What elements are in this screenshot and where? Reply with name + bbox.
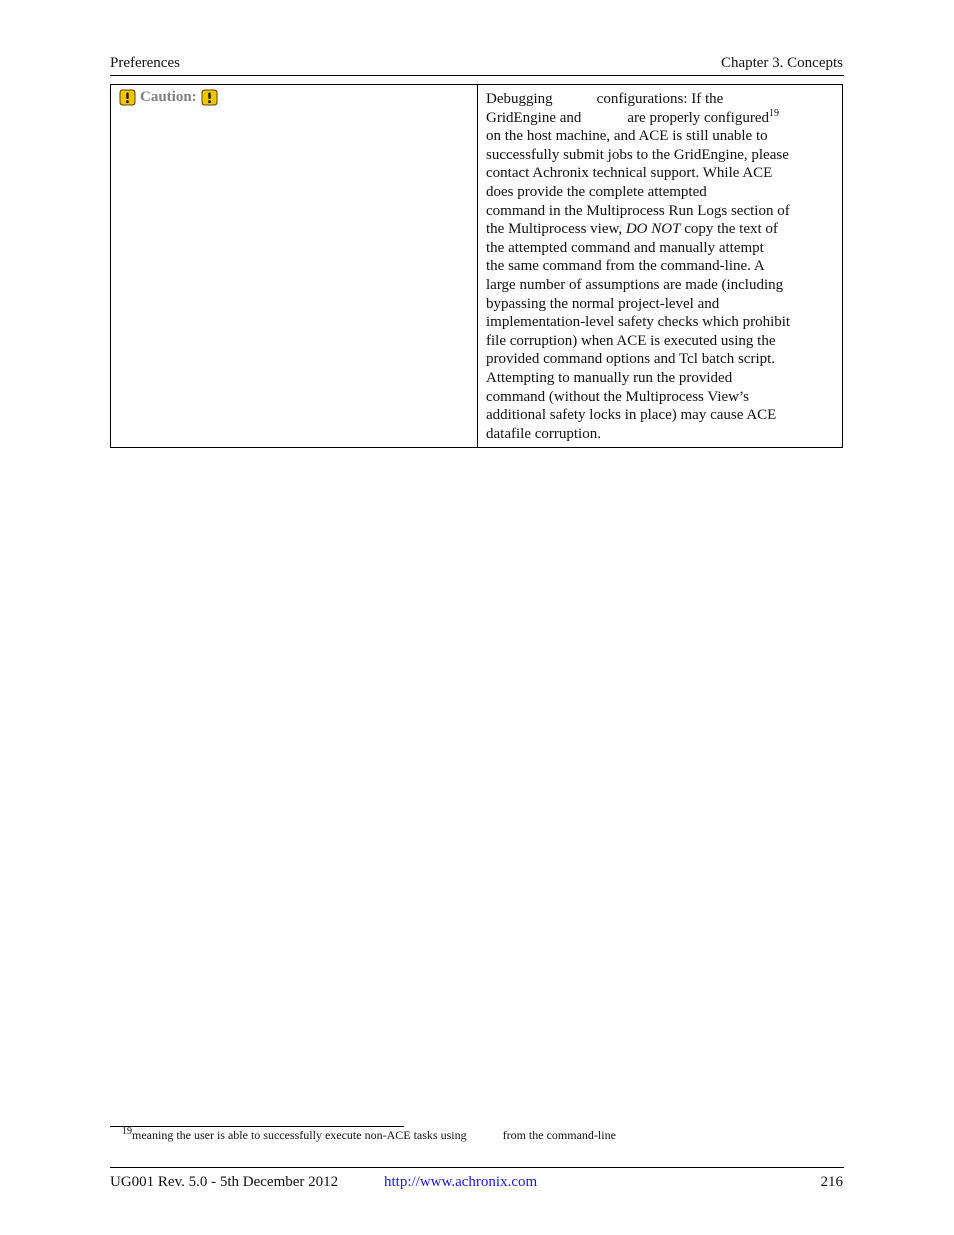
caution-line: the Multiprocess view, DO NOT copy the text of (486, 221, 778, 238)
caution-table (110, 84, 843, 448)
caution-line: provided command options and Tcl batch script. (486, 351, 776, 368)
caution-line: successfully submit jobs to the GridEngine, please (486, 146, 789, 163)
footer-website-link[interactable]: http://www.achronix.com (384, 1174, 538, 1190)
caution-line: contact Achronix technical support. While ACE (486, 165, 773, 182)
footer-document-id: UG001 Rev. 5.0 - 5th December 2012 (110, 1174, 339, 1190)
caution-line: implementation-level safety checks which prohibit (486, 314, 791, 331)
caution-label (119, 89, 218, 106)
caution-line: additional safety locks in place) may cause ACE (486, 407, 777, 424)
header-rule (110, 75, 844, 76)
warning-exclamation-icon (201, 89, 218, 106)
footer-rule (110, 1167, 844, 1168)
caution-line: does provide the complete attempted (486, 183, 707, 200)
caution-line: large number of assumptions are made (including (486, 276, 784, 293)
page-header-section: Preferences (110, 55, 180, 71)
caution-line: command (without the Multiprocess View’s (486, 388, 749, 405)
footnote-number: 19 (122, 1126, 132, 1137)
footnote (122, 1128, 616, 1143)
footnote-ref: 19 (769, 107, 779, 119)
caution-body (486, 90, 838, 443)
emphasis: DO NOT (625, 221, 681, 238)
caution-line: datafile corruption. (486, 425, 601, 442)
warning-exclamation-icon (119, 89, 136, 106)
footnote-rule (110, 1126, 404, 1127)
caution-line: Debugging configurations: If the (486, 91, 724, 107)
caution-line: the same command from the command-line. A (486, 258, 765, 275)
page-number: 216 (820, 1174, 843, 1190)
column-divider (477, 85, 478, 447)
caution-line: bypassing the normal project-level and (486, 295, 720, 312)
footnote-text-end: from the command-line (502, 1128, 616, 1142)
caution-line: the attempted command and manually attempt (486, 239, 764, 256)
footnote-text: meaning the user is able to successfully execute non-ACE tasks using (132, 1128, 467, 1142)
page-header-chapter: Chapter 3. Concepts (720, 55, 843, 71)
caution-line: Attempting to manually run the provided (486, 369, 733, 386)
caution-line: GridEngine and are properly configured$^{19}$ (486, 107, 779, 126)
caution-line: command in the Multiprocess Run Logs section of (486, 202, 790, 219)
caution-line: on the host machine, and ACE is still unable to (486, 128, 768, 145)
caution-line: file corruption) when ACE is executed using the (486, 332, 776, 349)
caution-text: Caution: (140, 89, 197, 105)
